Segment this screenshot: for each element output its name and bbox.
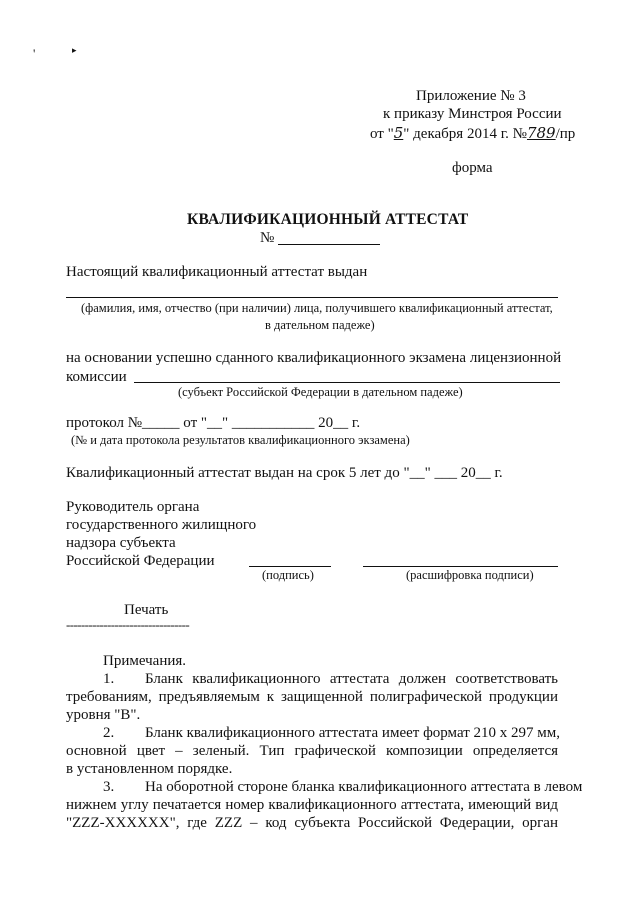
basis-text: на основании успешно сданного квалификационного экзамена лицензионной [66, 350, 562, 366]
seal-label: Печать [124, 602, 169, 618]
subject-line [134, 382, 560, 383]
date-middle: " декабря 2014 г. № [403, 126, 527, 142]
name-hint: (фамилия, имя, отчество (при наличии) лица, получившего квалификационный аттестат, [81, 301, 553, 315]
subject-hint: (субъект Российской Федерации в дательном падеже) [178, 385, 463, 399]
date-suffix: /пр [555, 126, 576, 142]
order-date [370, 124, 575, 143]
note-text: "ZZZ-XXXXXX", где ZZZ – код субъекта Российской Федерации, орган [66, 815, 558, 831]
note-text: основной цвет – зеленый. Тип графической композиции определяется [66, 743, 558, 759]
basis-text: комиссии [66, 369, 127, 385]
signatory-title: Российской Федерации [66, 553, 215, 569]
note-text: Бланк квалификационного аттестата имеет формат 210 х 297 мм, [145, 725, 561, 741]
number-label: № [260, 230, 275, 246]
validity-text: Квалификационный аттестат выдан на срок 5 лет до "__" ___ 20__ г. [66, 465, 503, 481]
note-number: 1. [103, 671, 115, 687]
note-text: требованиям, предъявляемым к защищенной полиграфической продукции [66, 689, 558, 705]
date-prefix: от " [370, 126, 394, 142]
note-number: 3. [103, 779, 115, 795]
note-text: уровня "В". [66, 707, 141, 723]
appendix-label: Приложение № 3 [416, 88, 526, 104]
signature-hint: (подпись) [262, 568, 314, 582]
note-number: 2. [103, 725, 115, 741]
seal-dashed-line: --------------------------------- [66, 617, 190, 632]
signature-line [249, 566, 331, 567]
order-label: к приказу Минстроя России [383, 106, 562, 122]
scan-mark: ' [33, 46, 36, 61]
protocol-line: протокол №_____ от "__" ___________ 20__ г. [66, 415, 361, 431]
note-text: На оборотной стороне бланка квалификационного аттестата в левом [145, 779, 583, 795]
date-number: 789 [526, 124, 556, 142]
number-line [278, 244, 380, 245]
name-hint: в дательном падеже) [265, 318, 375, 332]
decoding-line [363, 566, 558, 567]
form-label: форма [452, 160, 493, 176]
page-title: КВАЛИФИКАЦИОННЫЙ АТТЕСТАТ [187, 211, 469, 228]
name-line [66, 297, 558, 298]
notes-title: Примечания. [103, 653, 187, 669]
note-text: нижнем углу печатается номер квалификационного аттестата, имеющий вид [66, 797, 558, 813]
note-text: Бланк квалификационного аттестата должен соответствовать [145, 671, 558, 687]
signatory-title: государственного жилищного [66, 517, 257, 533]
scan-mark: ▸ [72, 45, 77, 55]
decoding-hint: (расшифровка подписи) [406, 568, 534, 582]
note-text: в установленном порядке. [66, 761, 233, 777]
issued-to-text: Настоящий квалификационный аттестат выдан [66, 264, 368, 280]
protocol-hint: (№ и дата протокола результатов квалификационного экзамена) [71, 433, 410, 447]
signatory-title: надзора субъекта [66, 535, 176, 551]
date-day: 5 [393, 124, 404, 142]
signatory-title: Руководитель органа [66, 499, 200, 515]
